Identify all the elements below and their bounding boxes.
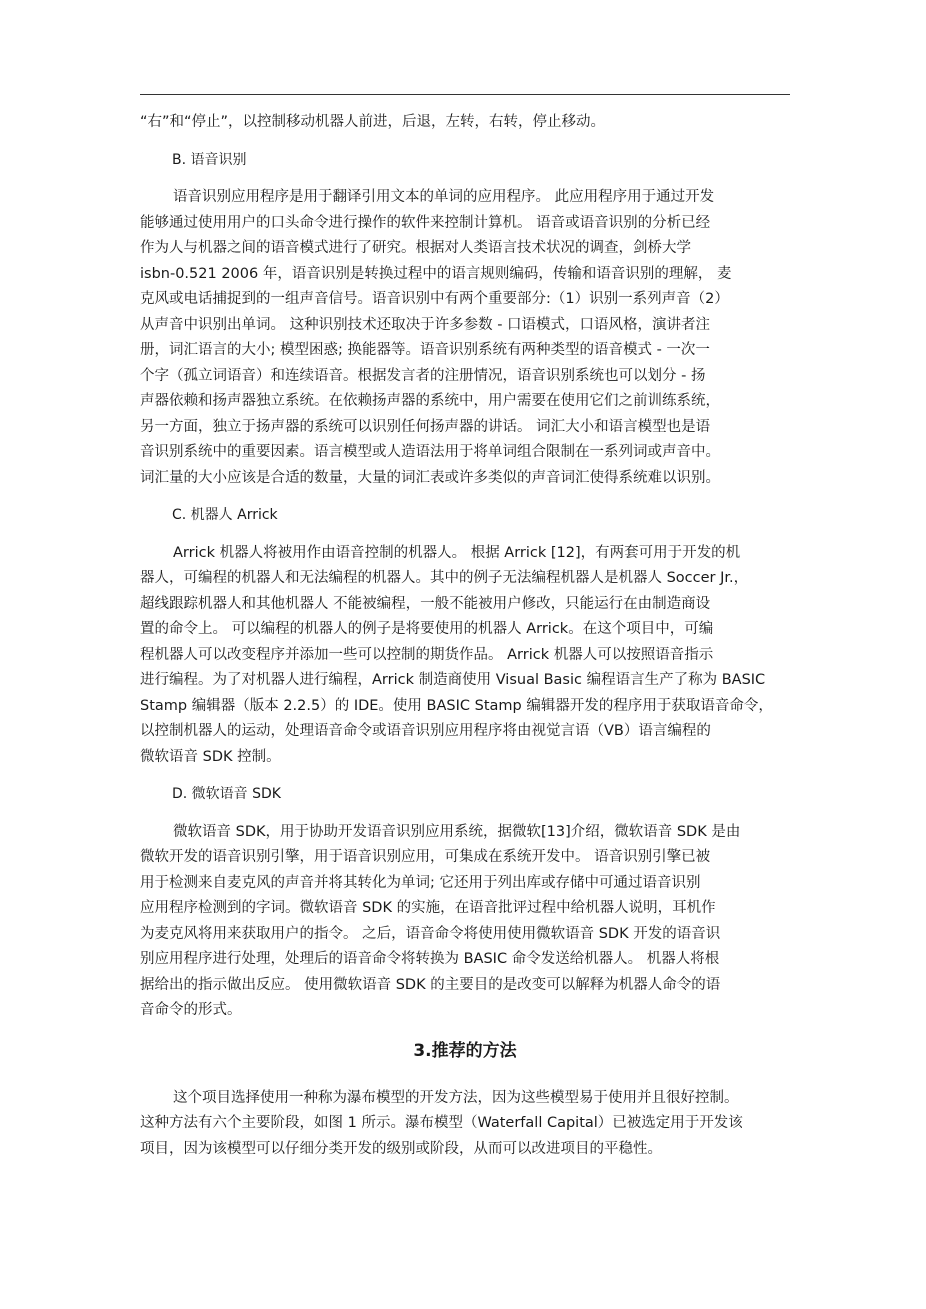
paragraph-line: 作为人与机器之间的语音模式进行了研究。根据对人类语言技术状况的调查，剑桥大学 — [140, 240, 691, 256]
paragraph-line: 这种方法有六个主要阶段，如图 1 所示。瀑布模型（Waterfall Capital）已被选定用于开发该 — [140, 1115, 743, 1131]
paragraph-line: Stamp 编辑器（版本 2.2.5）的 IDE。使用 BASIC Stamp 编辑器开发的程序用于获取语音命令， — [140, 697, 773, 714]
paragraph-line: 器人，可编程的机器人和无法编程的机器人。其中的例子无法编程机器人是机器人 Soccer Jr.， — [140, 570, 749, 586]
paragraph-line: Arrick 机器人将被用作由语音控制的机器人。 根据 Arrick [12]，有两套可用于开发的机 — [173, 544, 741, 561]
paragraph-line: 语音识别应用程序是用于翻译引用文本的单词的应用程序。 此应用程序用于通过开发 — [173, 189, 715, 205]
paragraph-line: 从声音中识别出单词。 这种识别技术还取决于许多参数 - 口语模式，口语风格，演讲者注 — [140, 316, 711, 333]
paragraph-line: 个字（孤立词语音）和连续语音。根据发言者的注册情况，语音识别系统也可以划分 - 扬 — [140, 367, 706, 384]
paragraph-line: 超线跟踪机器人和其他机器人 不能被编程，一般不能被用户修改，只能运行在由制造商设 — [140, 595, 711, 612]
paragraph-line: 为麦克风将用来获取用户的指令。 之后，语音命令将使用使用微软语音 SDK 开发的语音识 — [140, 925, 721, 942]
paragraph-line: 另一方面，独立于扬声器的系统可以识别任何扬声器的讲话。 词汇大小和语言模型也是语 — [140, 418, 711, 435]
section-c-paragraph — [140, 541, 790, 771]
paragraph-line: 这个项目选择使用一种称为瀑布模型的开发方法，因为这些模型易于使用并且很好控制。 — [173, 1089, 739, 1106]
paragraph-line: 应用程序检测到的字词。微软语音 SDK 的实施，在语音批评过程中给机器人说明，耳机作 — [140, 900, 716, 916]
paragraph-line: 进行编程。为了对机器人进行编程，Arrick 制造商使用 Visual Basic 编程语言生产了称为 BASIC — [140, 672, 766, 688]
header-rule — [140, 94, 790, 95]
continuation-paragraph — [140, 110, 790, 136]
paragraph-line: 据给出的指示做出反应。 使用微软语音 SDK 的主要目的是改变可以解释为机器人命令的语 — [140, 976, 721, 993]
paragraph-line: 以控制机器人的运动，处理语音命令或语音识别应用程序将由视觉言语（VB）语言编程的 — [140, 723, 711, 739]
section-3-title: 3.推荐的方法 — [413, 1040, 517, 1061]
paragraph-line: 微软语音 SDK 控制。 — [140, 748, 281, 765]
paragraph-line: 能够通过使用用户的口头命令进行操作的软件来控制计算机。 语音或语音识别的分析已经 — [140, 214, 711, 231]
section-b-heading: B. 语音识别 — [172, 151, 247, 168]
paragraph-line: 用于检测来自麦克风的声音并将其转化为单词; 它还用于列出库或存储中可通过语音识别 — [140, 874, 701, 891]
section-c-heading: C. 机器人 Arrick — [172, 507, 278, 523]
paragraph-line: 微软开发的语音识别引擎，用于语音识别应用，可集成在系统开发中。 语音识别引擎已被 — [140, 849, 711, 865]
paragraph-line: 声器依赖和扬声器独立系统。在依赖扬声器的系统中，用户需要在使用它们之前训练系统， — [140, 393, 720, 409]
section-3-paragraph — [140, 1086, 790, 1163]
paragraph-line: “右”和“停止”，以控制移动机器人前进，后退，左转，右转，停止移动。 — [140, 114, 606, 130]
paragraph-line: 微软语音 SDK，用于协助开发语音识别应用系统，据微软[13]介绍，微软语音 SDK 是由 — [173, 823, 741, 840]
paragraph-line: 项目，因为该模型可以仔细分类开发的级别或阶段，从而可以改进项目的平稳性。 — [140, 1140, 662, 1157]
section-d-paragraph — [140, 820, 790, 1024]
paragraph-line: 册，词汇语言的大小; 模型困惑; 换能器等。语音识别系统有两种类型的语音模式 - 一次一 — [140, 342, 710, 358]
paragraph-line: 音命令的形式。 — [140, 1002, 242, 1018]
paragraph-line: 置的命令上。 可以编程的机器人的例子是将要使用的机器人 Arrick。在这个项目中，可编 — [140, 621, 714, 637]
paragraph-line: isbn-0.521 2006 年，语音识别是转换过程中的语言规则编码，传输和语音识别的理解， 麦 — [140, 265, 732, 282]
section-b-paragraph — [140, 185, 790, 491]
paragraph-line: 别应用程序进行处理，处理后的语音命令将转换为 BASIC 命令发送给机器人。 机器人将根 — [140, 951, 720, 967]
paragraph-line: 程机器人可以改变程序并添加一些可以控制的期货作品。 Arrick 机器人可以按照语音指示 — [140, 646, 714, 663]
paragraph-line: 音识别系统中的重要因素。语言模型或人造语法用于将单词组合限制在一系列词或声音中。 — [140, 444, 720, 460]
section-d-heading: D. 微软语音 SDK — [172, 786, 281, 802]
paragraph-line: 词汇量的大小应该是合适的数量，大量的词汇表或许多类似的声音词汇使得系统难以识别。 — [140, 469, 720, 486]
paragraph-line: 克风或电话捕捉到的一组声音信号。语音识别中有两个重要部分:（1）识别一系列声音（2） — [140, 291, 729, 307]
document-body — [140, 110, 790, 1162]
